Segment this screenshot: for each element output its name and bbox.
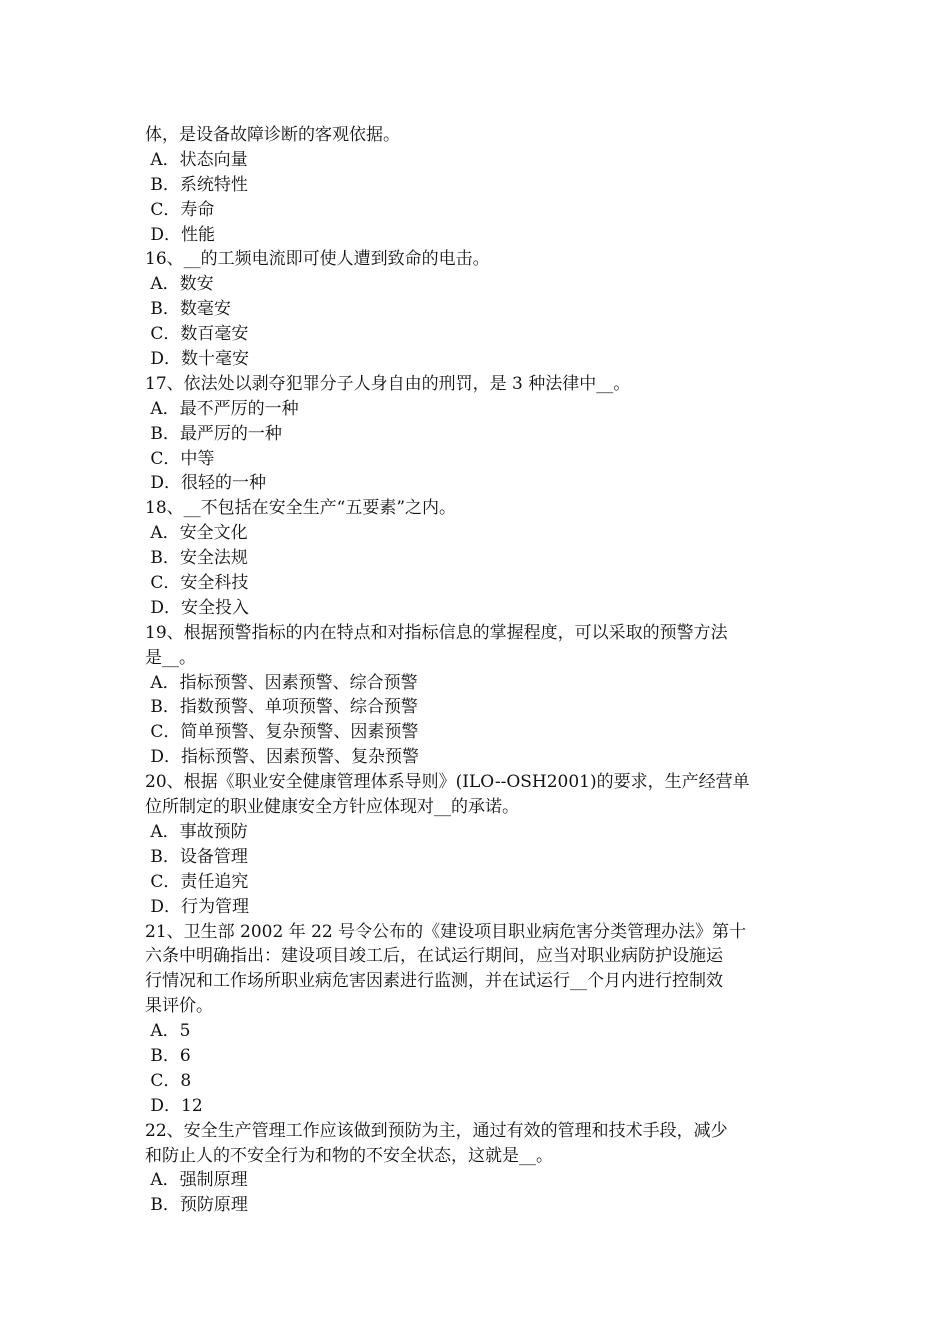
question-text-line-2: 和防止人的不安全行为和物的不安全状态，这就是__。 xyxy=(145,1145,553,1166)
option-b: B．安全法规 xyxy=(145,548,248,569)
option-c: C．数百毫安 xyxy=(145,324,249,345)
question-text-line-1: 20、根据《职业安全健康管理体系导则》(ILO--OSH2001)的要求，生产经营单 xyxy=(145,772,750,793)
option-c: C．寿命 xyxy=(145,199,215,220)
option-b: B．最严厉的一种 xyxy=(145,423,282,444)
question-text: 18、__不包括在安全生产“五要素”之内。 xyxy=(145,498,457,519)
option-d: D．性能 xyxy=(145,224,216,245)
lead-options xyxy=(145,148,810,248)
option-c: C．简单预警、复杂预警、因素预警 xyxy=(145,722,419,743)
option-b: B．数毫安 xyxy=(145,299,231,320)
question-16 xyxy=(145,247,810,371)
question-21 xyxy=(145,920,810,1119)
option-a: A．安全文化 xyxy=(145,523,248,544)
option-a: A．最不严厉的一种 xyxy=(145,398,299,419)
option-c: C．责任追究 xyxy=(145,871,249,892)
question-17 xyxy=(145,372,810,496)
option-a: A．数安 xyxy=(145,274,214,295)
option-d: D．12 xyxy=(145,1095,203,1116)
option-b: B．设备管理 xyxy=(145,846,248,867)
question-text-line-3: 行情况和工作场所职业病危害因素进行监测，并在试运行__个月内进行控制效 xyxy=(145,971,723,992)
option-b: B．预防原理 xyxy=(145,1195,248,1216)
option-a: A．状态向量 xyxy=(145,149,248,170)
option-c: C．8 xyxy=(145,1070,192,1091)
option-c: C．安全科技 xyxy=(145,573,249,594)
question-text: 16、__的工频电流即可使人遭到致命的电击。 xyxy=(145,249,490,270)
question-22 xyxy=(145,1119,810,1219)
option-d: D．行为管理 xyxy=(145,896,250,917)
question-text-line-1: 19、根据预警指标的内在特点和对指标信息的掌握程度，可以采取的预警方法 xyxy=(145,622,728,643)
question-18 xyxy=(145,496,810,620)
option-b: B．指数预警、单项预警、综合预警 xyxy=(145,697,418,718)
question-text-line-1: 22、安全生产管理工作应该做到预防为主，通过有效的管理和技术手段，减少 xyxy=(145,1120,728,1141)
option-d: D．安全投入 xyxy=(145,597,250,618)
question-text-line-4: 果评价。 xyxy=(145,996,213,1017)
option-a: A．5 xyxy=(145,1021,191,1042)
option-b: B．6 xyxy=(145,1045,191,1066)
option-a: A．事故预防 xyxy=(145,821,248,842)
option-d: D．数十毫安 xyxy=(145,349,250,370)
question-text-line-1: 21、卫生部 2002 年 22 号令公布的《建设项目职业病危害分类管理办法》第十 xyxy=(145,921,747,942)
question-19 xyxy=(145,621,810,770)
option-b: B．系统特性 xyxy=(145,174,248,195)
option-d: D．很轻的一种 xyxy=(145,473,267,494)
lead-line: 体，是设备故障诊断的客观依据。 xyxy=(145,125,400,145)
question-text-line-2: 位所制定的职业健康安全方针应体现对__的承诺。 xyxy=(145,797,519,818)
question-text-line-2: 是__。 xyxy=(145,647,196,668)
option-a: A．强制原理 xyxy=(145,1170,248,1191)
question-20 xyxy=(145,770,810,919)
option-a: A．指标预警、因素预警、综合预警 xyxy=(145,672,418,693)
option-c: C．中等 xyxy=(145,448,215,469)
option-d: D．指标预警、因素预警、复杂预警 xyxy=(145,747,420,768)
document-page xyxy=(145,123,810,1218)
question-text-line-2: 六条中明确指出：建设项目竣工后，在试运行期间，应当对职业病防护设施运 xyxy=(145,946,723,967)
question-text: 17、依法处以剥夺犯罪分子人身自由的刑罚，是 3 种法律中__。 xyxy=(145,373,631,394)
